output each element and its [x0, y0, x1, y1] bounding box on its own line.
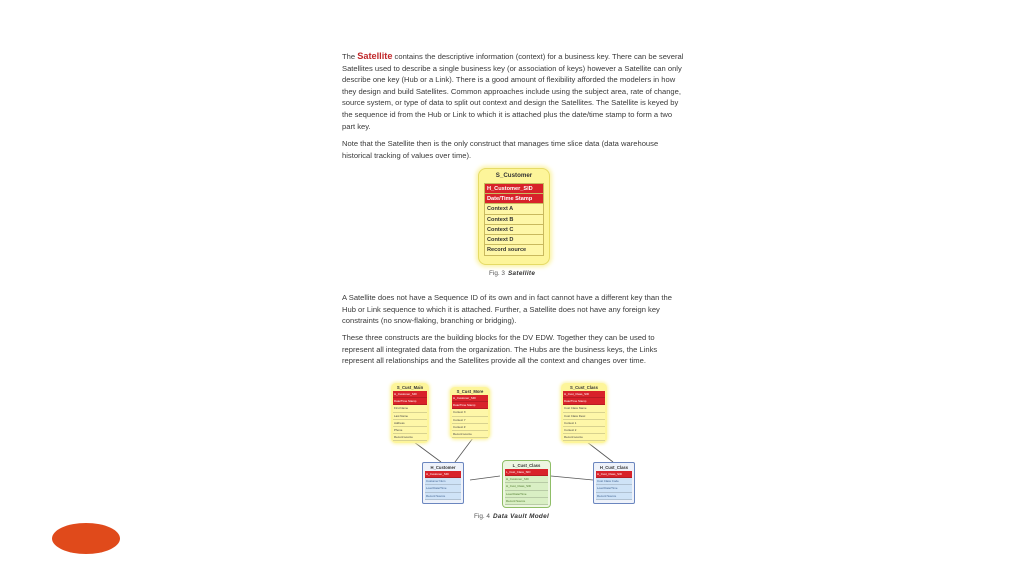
satellite-row: Date/Time Stamp — [485, 194, 543, 204]
satellite-row: Context D — [485, 235, 543, 245]
s-cust-more-satellite: S_Cust_More H_Customer_SID Date/Time Stamp Context X Context Y Context Z Record source — [450, 387, 490, 439]
paragraph-sequence-id: A Satellite does not have a Sequence ID of its own and in fact cannot have a different key than the Hub or Link sequence to which it is attached. Further, a Satellite does not have any foreign key constraints (no snow-flaking, branching or bridging). — [342, 293, 672, 326]
h-cust-class-hub: H_Cust_Class H_Cust_Class_SID Cust Class Code Load Date/Time Record Source — [593, 462, 635, 504]
h-customer-hub: H_Customer H_Customer_SID Customer Num Load Date/Time Record Source — [422, 462, 464, 504]
paragraph-satellite-intro: The Satellite contains the descriptive information (context) for a business key. There can be several Satellites used to describe a single business key (or association of keys) however a Satellite can only describe one key (Hub or a Link). There is a good amount of flexibility afforded the modelers in how they design and build Satellites. Common approaches include using the subject area, rate of change, source system, or type of data to split out context and design the Satellites. The Satellite is keyed by the sequence id from the Hub or Link to which it is attached plus the date/time stamp to form a two part key. — [342, 51, 684, 131]
fig3-caption: Fig. 3 Satellite — [489, 270, 536, 277]
satellite-diagram — [478, 168, 550, 265]
l-cust-class-link: L_Cust_Class L_Cust_Class_SID H_Customer_SID H_Cust_Class_SID Load Date/Time Record Source — [502, 460, 551, 508]
s-cust-class-satellite: S_Cust_Class H_Cust_Class_SID Date/Time Stamp Cust Class Name Cust Class Desc Context 1 Context 2 Record source — [561, 383, 607, 443]
paragraph-building-blocks: These three constructs are the building blocks for the DV EDW. Together they can be used to represent all integrated data from the organization. The Hubs are the business keys, the Links represent all relationships and the Satellites provide all the context and changes over time. — [342, 333, 658, 366]
data-vault-model-diagram — [385, 383, 637, 511]
satellite-row: H_Customer_SID — [485, 184, 543, 194]
fig4-caption: Fig. 4 Data Vault Model — [474, 513, 550, 520]
satellite-row: Context A — [485, 204, 543, 214]
satellite-title: S_Customer — [495, 172, 533, 179]
satellite-row: Context C — [485, 225, 543, 235]
satellite-row: Record source — [485, 245, 543, 255]
satellite-row: Context B — [485, 215, 543, 225]
satellite-highlight: Satellite — [357, 51, 393, 61]
paragraph-time-slice: Note that the Satellite then is the only construct that manages time slice data (data warehouse historical tracking of values over time). — [342, 139, 659, 160]
s-cust-main-satellite: S_Cust_Main H_Customer_SID Date/Time Stamp First Name Last Name Address Phone Record source — [391, 383, 429, 443]
slide-number-badge — [52, 523, 120, 554]
satellite-rows — [484, 183, 544, 256]
